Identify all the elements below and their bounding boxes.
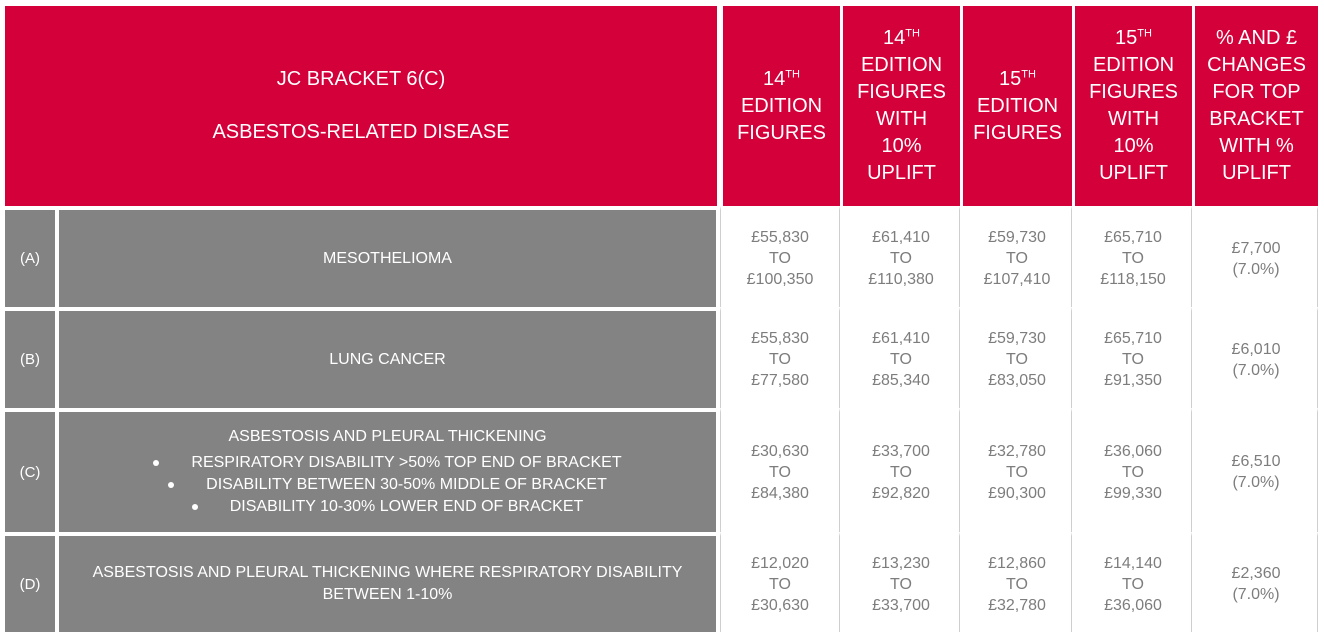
table-row-c [5, 408, 1318, 532]
cell-14th: £55,830 TO £77,580 [720, 307, 840, 408]
list-item: RESPIRATORY DISABILITY >50% TOP END OF BRACKET [59, 452, 716, 474]
header-row [5, 6, 1318, 206]
cell-15th-uplift: £65,710 TO £118,150 [1072, 206, 1192, 307]
table-row-b [5, 307, 1318, 408]
col-header-14th-uplift: 14TH EDITION FIGURES WITH 10% UPLIFT [840, 6, 960, 206]
cell-15th: £32,780 TO £90,300 [960, 408, 1072, 532]
cell-15th: £59,730 TO £107,410 [960, 206, 1072, 307]
cell-14th-uplift: £61,410 TO £85,340 [840, 307, 960, 408]
table-title-cell [5, 6, 720, 206]
cell-change: £7,700 (7.0%) [1192, 206, 1318, 307]
cell-14th: £12,020 TO £30,630 [720, 532, 840, 632]
cell-15th: £59,730 TO £83,050 [960, 307, 1072, 408]
row-code: (C) [5, 408, 59, 532]
col-header-14th: 14TH EDITION FIGURES [720, 6, 840, 206]
col-header-15th: 15TH EDITION FIGURES [960, 6, 1072, 206]
cell-14th-uplift: £61,410 TO £110,380 [840, 206, 960, 307]
bracket-subtitle: ASBESTOS-RELATED DISEASE [212, 121, 510, 143]
cell-14th: £55,830 TO £100,350 [720, 206, 840, 307]
cell-15th-uplift: £14,140 TO £36,060 [1072, 532, 1192, 632]
cell-change: £6,010 (7.0%) [1192, 307, 1318, 408]
row-description: ASBESTOSIS AND PLEURAL THICKENING [228, 428, 547, 445]
table-row-a [5, 206, 1318, 307]
list-item: DISABILITY BETWEEN 30-50% MIDDLE OF BRACKET [59, 474, 716, 496]
row-code: (D) [5, 532, 59, 632]
row-description: LUNG CANCER [59, 307, 720, 408]
bracket-title: JC BRACKET 6(C) [276, 68, 446, 90]
table-row-d [5, 532, 1318, 632]
row-code: (B) [5, 307, 59, 408]
cell-14th-uplift: £33,700 TO £92,820 [840, 408, 960, 532]
row-description-cell [59, 408, 720, 532]
row-description: ASBESTOSIS AND PLEURAL THICKENING WHERE RESPIRATORY DISABILITY BETWEEN 1-10% [59, 532, 720, 632]
cell-15th: £12,860 TO £32,780 [960, 532, 1072, 632]
row-code: (A) [5, 206, 59, 307]
col-header-changes: % AND £ CHANGES FOR TOP BRACKET WITH % UPLIFT [1192, 6, 1318, 206]
bracket-table [5, 6, 1318, 632]
row-description: MESOTHELIOMA [59, 206, 720, 307]
condition-bullet-list [59, 452, 716, 518]
bullet-icon [168, 482, 174, 488]
cell-change: £2,360 (7.0%) [1192, 532, 1318, 632]
bullet-icon [192, 504, 198, 510]
list-item: DISABILITY 10-30% LOWER END OF BRACKET [59, 496, 716, 518]
cell-14th-uplift: £13,230 TO £33,700 [840, 532, 960, 632]
cell-14th: £30,630 TO £84,380 [720, 408, 840, 532]
cell-15th-uplift: £36,060 TO £99,330 [1072, 408, 1192, 532]
col-header-15th-uplift: 15TH EDITION FIGURES WITH 10% UPLIFT [1072, 6, 1192, 206]
bullet-icon [153, 460, 159, 466]
cell-15th-uplift: £65,710 TO £91,350 [1072, 307, 1192, 408]
cell-change: £6,510 (7.0%) [1192, 408, 1318, 532]
